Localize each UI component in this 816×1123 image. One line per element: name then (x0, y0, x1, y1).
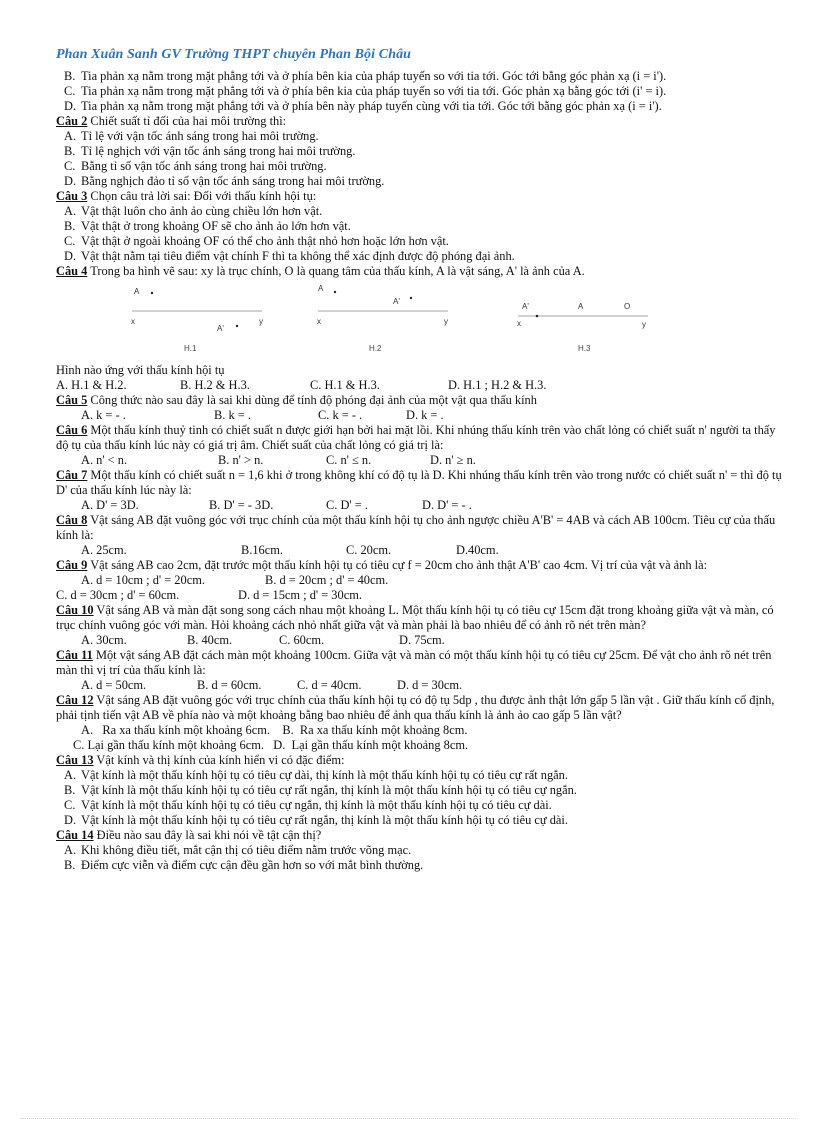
question-stem: Câu 5 Công thức nào sau đây là sai khi dùng để tính độ phóng đại ảnh của một vật qua thấu kính (56, 393, 537, 407)
option: B. k = . (214, 408, 251, 422)
option: D. 75cm. (399, 633, 445, 647)
options-row (56, 588, 784, 603)
option: D. Vật thật nằm tại tiêu điểm vật chính F thì ta không thể xác định được độ phóng đại ảnh. (64, 249, 515, 263)
page-header: Phan Xuân Sanh GV Trường THPT chuyên Phan Bội Châu (56, 47, 412, 62)
option: B. Vật kính là một thấu kính hội tụ có tiêu cự rất ngắn, thị kính là một thấu kính hội tụ có tiêu cự ngắn. (64, 783, 577, 797)
label-x: x (131, 317, 135, 326)
question-7 (56, 468, 784, 513)
option: B. n' > n. (218, 453, 264, 467)
option: C. 20cm. (346, 543, 392, 557)
option: C. H.1 & H.3. (310, 378, 380, 392)
option: A. d = 50cm. (81, 678, 147, 692)
option: B. d = 60cm. (197, 678, 262, 692)
option: A. Vật kính là một thấu kính hội tụ có tiêu cự dài, thị kính là một thấu kính hội tụ có tiêu cự rất ngắn. (64, 768, 568, 782)
image-point (536, 315, 539, 318)
option: A. n' < n. (81, 453, 128, 467)
question-3 (56, 189, 784, 264)
option: B. H.2 & H.3. (180, 378, 250, 392)
label-x: x (317, 317, 321, 326)
figure-h3 (517, 302, 648, 353)
question-9 (56, 558, 784, 603)
option: A. k = - . (81, 408, 126, 422)
label-y: y (444, 317, 448, 326)
option: B. 40cm. (187, 633, 233, 647)
question-stem: Câu 2 Chiết suất tỉ đối của hai môi trường thì: (56, 114, 287, 128)
question-5 (56, 393, 784, 423)
label-y: y (259, 317, 263, 326)
option: D. D' = - . (422, 498, 472, 512)
caption-h1: H.1 (184, 344, 197, 353)
question-stem: Câu 6 Một thấu kính thuỷ tinh có chiết suất n được giới hạn bởi hai mặt lồi. Khi nhúng thấu kính trên vào chất lỏng có chiết suất n' người ta thấy độ tụ của thấu kính lúc này có giá trị âm. Chiết suất của chất lỏng có giá trị là: (56, 423, 776, 452)
options-row (56, 678, 784, 693)
option: D. Tia phản xạ nằm trong mặt phẳng tới và ở phía bên này pháp tuyến cùng với tia tới. Góc tới bằng góc phản xạ (i = i'). (64, 99, 662, 113)
question-stem: Câu 10 Vật sáng AB và màn đặt song song cách nhau một khoảng L. Một thấu kính hội tụ có tiêu cự 15cm đặt trong khoảng giữa vật và màn, có trục chính vuông góc với màn. Hỏi khoảng cách nhỏ nhất giữa vật và màn phải là bao nhiêu để có ảnh rõ nét trên màn? (56, 603, 774, 632)
question-2 (56, 114, 784, 189)
option: A. Khi không điều tiết, mắt cận thị có tiêu điểm nằm trước võng mạc. (64, 843, 412, 857)
options-row (56, 408, 784, 423)
option: C. n' ≤ n. (326, 453, 372, 467)
option: D. d = 30cm. (397, 678, 463, 692)
question-10 (56, 603, 784, 648)
option: D. Bằng nghịch đảo tỉ số vận tốc ánh sáng trong hai môi trường. (64, 174, 385, 188)
question-stem: Câu 8 Vật sáng AB đặt vuông góc với trục chính của một thấu kính hội tụ cho ảnh ngược chiều A'B' = 4AB và cách AB 100cm. Tiêu cự của thấu kính là: (56, 513, 776, 542)
option: B. Điểm cực viễn và điểm cực cận đều gần hơn so với mắt bình thường. (64, 858, 424, 872)
question-14 (56, 828, 784, 873)
question-stem: Câu 14 Điều nào sau đây là sai khi nói về tật cận thị? (56, 828, 322, 842)
question-stem: Câu 12 Vật sáng AB đặt vuông góc với trục chính của thấu kính hội tụ có độ tụ 5dp , thu được ảnh thật lớn gấp 5 lần vật . Giữ thấu kính cố định, phải tịnh tiến vật AB về phía nào và một khoảng bằng bao nhiêu để ảnh qua thấu kính là ảnh ảo cao gấp 5 lần vật? (56, 693, 775, 722)
question-stem: Câu 4 Trong ba hình vẽ sau: xy là trục chính, O là quang tâm của thấu kính, A là vật sáng, A' là ảnh của A. (56, 264, 585, 278)
question-4 (56, 264, 784, 393)
option: C. Tia phản xạ nằm trong mặt phẳng tới và ở phía bên kia của pháp tuyến so với tia tới. Góc phản xạ bằng góc tới (i' = i). (64, 84, 667, 98)
label-A-prime: A' (217, 324, 224, 333)
option: C. d = 30cm ; d' = 60cm. (56, 588, 180, 602)
question-1-options (56, 69, 784, 114)
option: A. d = 10cm ; d' = 20cm. (81, 573, 205, 587)
label-A-prime: A' (393, 297, 400, 306)
option: D.40cm. (456, 543, 499, 557)
question-stem: Câu 13 Vật kính và thị kính của kính hiển vi có đặc điểm: (56, 753, 345, 767)
option: C. 60cm. (279, 633, 325, 647)
figure-h2 (317, 284, 448, 353)
option: D. d = 15cm ; d' = 30cm. (238, 588, 362, 602)
options-row (56, 378, 784, 393)
option: D. k = . (406, 408, 444, 422)
question-8 (56, 513, 784, 558)
label-x: x (517, 319, 521, 328)
option: C. Vật thật ở ngoài khoảng OF có thể cho ảnh thật nhỏ hơn hoặc lớn hơn vật. (64, 234, 449, 248)
question-6 (56, 423, 784, 468)
question-prompt: Hình nào ứng với thấu kính hội tụ (56, 363, 225, 377)
option: A. Vật thật luôn cho ảnh ảo cùng chiều lớn hơn vật. (64, 204, 323, 218)
option: A. 25cm. (81, 543, 127, 557)
document-body (56, 69, 784, 873)
question-13 (56, 753, 784, 828)
question-stem: Câu 7 Một thấu kính có chiết suất n = 1,6 khi ở trong không khí có độ tụ là D. Khi nhúng thấu kính trên vào trong nước có chiết suất n' = thì độ tụ D' của thấu kính lúc này là: (56, 468, 782, 497)
option: B. d = 20cm ; d' = 40cm. (265, 573, 389, 587)
option: A. D' = 3D. (81, 498, 139, 512)
option: C. D' = . (326, 498, 368, 512)
object-point (334, 291, 336, 293)
question-11 (56, 648, 784, 693)
figure-h1 (131, 287, 263, 353)
option: C. Bằng tỉ số vận tốc ánh sáng trong hai môi trường. (64, 159, 327, 173)
label-y: y (642, 320, 646, 329)
option: A. Tỉ lệ với vận tốc ánh sáng trong hai môi trường. (64, 129, 319, 143)
label-A-prime: A' (522, 302, 529, 311)
options-row (56, 573, 784, 588)
image-point (410, 297, 412, 299)
label-O: O (624, 302, 631, 311)
option: C. d = 40cm. (297, 678, 362, 692)
label-A: A (578, 302, 584, 311)
lens-figures (56, 281, 784, 361)
image-point (236, 325, 238, 327)
option: D. Vật kính là một thấu kính hội tụ có tiêu cự rất ngắn, thị kính là một thấu kính hội tụ có tiêu cự dài. (64, 813, 568, 827)
caption-h3: H.3 (578, 344, 591, 353)
option: B.16cm. (241, 543, 283, 557)
label-A: A (134, 287, 140, 296)
question-stem: Câu 9 Vật sáng AB cao 2cm, đặt trước một thấu kính hội tụ có tiêu cự f = 20cm cho ảnh thật A'B' cao 4cm. Vị trí của vật và ảnh là: (56, 558, 708, 572)
option: A. H.1 & H.2. (56, 378, 127, 392)
options-row: C. Lại gần thấu kính một khoảng 6cm. D. Lại gần thấu kính một khoảng 8cm. (73, 738, 469, 752)
option: A. 30cm. (81, 633, 127, 647)
option: D. H.1 ; H.2 & H.3. (448, 378, 547, 392)
option: D. n' ≥ n. (430, 453, 476, 467)
option: B. D' = - 3D. (209, 498, 274, 512)
options-row (56, 633, 784, 648)
option: C. Vật kính là một thấu kính hội tụ có tiêu cự ngắn, thị kính là một thấu kính hội tụ có tiêu cự dài. (64, 798, 552, 812)
caption-h2: H.2 (369, 344, 382, 353)
option: C. k = - . (318, 408, 363, 422)
footer-divider (20, 1118, 796, 1119)
question-stem: Câu 3 Chọn câu trả lời sai: Đối với thấu kính hội tụ: (56, 189, 317, 203)
options-row (56, 453, 784, 468)
option: B. Vật thật ở trong khoảng OF sẽ cho ảnh ảo lớn hơn vật. (64, 219, 351, 233)
options-row (56, 543, 784, 558)
options-row: A. Ra xa thấu kính một khoảng 6cm. B. Ra xa thấu kính một khoảng 8cm. (81, 723, 468, 737)
figures-svg (56, 281, 784, 361)
options-row (56, 498, 784, 513)
option: B. Tỉ lệ nghịch với vận tốc ánh sáng trong hai môi trường. (64, 144, 356, 158)
label-A: A (318, 284, 324, 293)
option: B. Tia phản xạ nằm trong mặt phẳng tới và ở phía bên kia của pháp tuyến so với tia tới. Góc tới bằng góc phản xạ (i = i'). (64, 69, 667, 83)
question-12 (56, 693, 784, 753)
object-point (151, 292, 153, 294)
question-stem: Câu 11 Một vật sáng AB đặt cách màn một khoảng 100cm. Giữa vật và màn có một thấu kính hội tụ có tiêu cự 25cm. Để vật cho ảnh rõ nét trên màn thì vị trí của thấu kính là: (56, 648, 772, 677)
